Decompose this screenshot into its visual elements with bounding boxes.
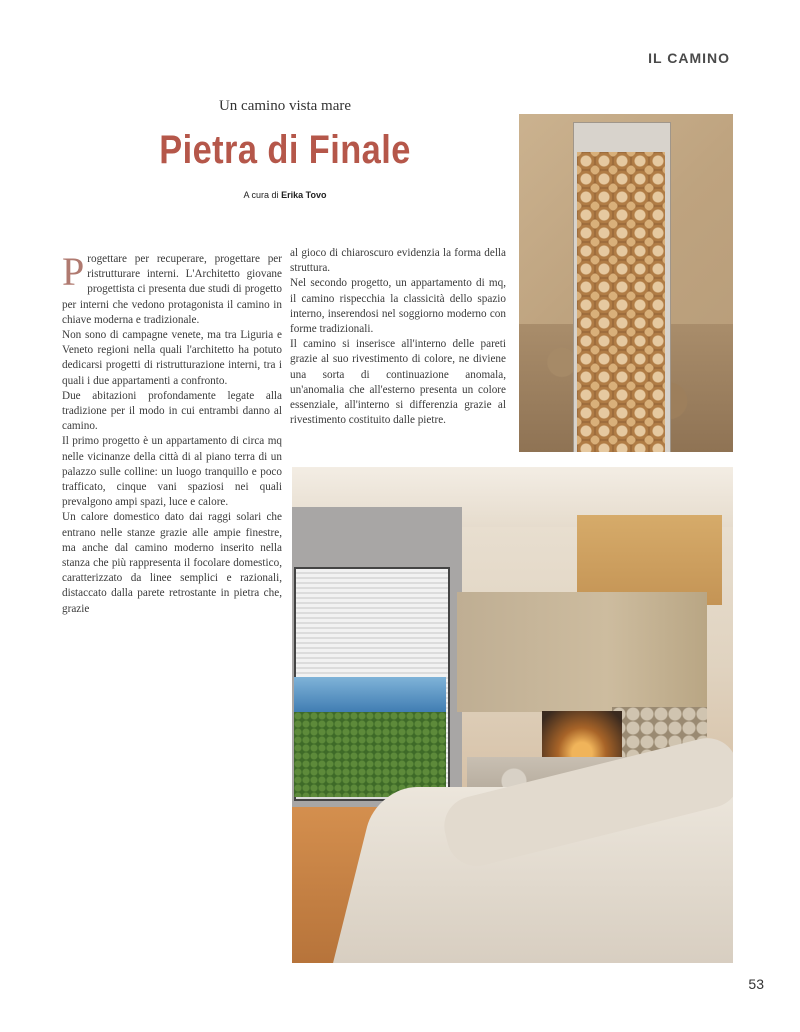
byline-prefix: A cura di [243, 190, 279, 200]
text-column-1 [62, 249, 282, 617]
page-number: 53 [748, 976, 764, 992]
section-label: IL CAMINO [648, 50, 730, 66]
paragraph: Due abitazioni profondamente legate alla tradizione per il modo in cui entrambi danno al camino. [62, 389, 282, 433]
byline-author: Erika Tovo [281, 190, 327, 200]
photo-wood-niche [519, 114, 733, 452]
paragraph: Il primo progetto è un appartamento di circa mq nelle vicinanze della città di al piano terra di un palazzo sulle colline: un luogo tranquillo e poco trafficato, cinque vani spaziosi nei quali prevalgono ampi spazi, luce e calore. [62, 435, 282, 509]
text-column-2 [290, 246, 506, 428]
photo-living-room [292, 467, 733, 963]
paragraph: Non sono di campagne venete, ma tra Liguria e Veneto regioni nella quali l'architetto ha potuto dedicarsi progetti di ristrutturazione interni, tra i quali i due appartamenti a confronto. [62, 329, 282, 387]
paragraph: Un calore domestico dato dai raggi solari che entrano nelle stanze grazie alle ampie finestre, ma anche dal camino moderno inserito nella stanza che più rappresenta il focolare domestico, caratterizzato da linee semplici e razionali, distaccato dalla parete retrostante in pietra che, grazie [62, 511, 282, 615]
paragraph: Il camino si inserisce all'interno delle pareti grazie al suo rivestimento di colore, ne diviene una sorta di continuazione anomala, un'anomalia che all'esterno presenta un colore essenziale, all'interno si differenzia grazie al rivestimento costituito dalle pietre. [290, 338, 506, 427]
paragraph: al gioco di chiaroscuro evidenzia la forma della struttura. [290, 247, 506, 275]
stacked-logs [577, 152, 665, 452]
fireplace-hood [457, 592, 707, 712]
article-kicker: Un camino vista mare [218, 98, 352, 114]
paragraph: Nel secondo progetto, un appartamento di mq, il camino rispecchia la classicità dello spazio interno, inserendosi nel soggiorno moderno con forme tradizionali. [290, 277, 506, 336]
article-title: Pietra di Finale [159, 128, 411, 172]
article-byline [160, 190, 410, 200]
dropcap: P [62, 249, 85, 294]
paragraph: Progettare per recuperare, progettare per ristrutturare interni. L'Architetto giovane progettista ci presenta due studi di progetto per interni che vedono protagonista il camino in chiave moderna e tradizionale. [62, 249, 282, 326]
hedge [294, 712, 446, 797]
